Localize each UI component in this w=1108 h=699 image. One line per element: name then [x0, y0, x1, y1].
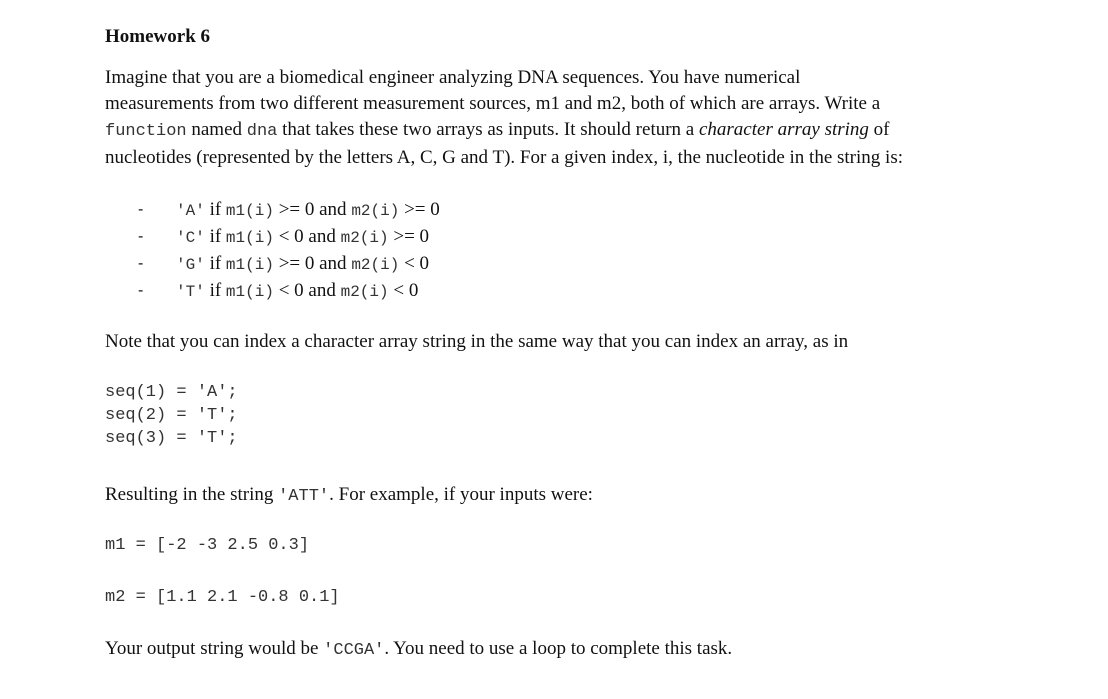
- output-code: 'CCGA': [323, 641, 385, 660]
- code-line: seq(3) = 'T';: [105, 429, 238, 448]
- rule-if: if: [204, 280, 226, 301]
- intro-text-6: nucleotides (represented by the letters A, C, G and T). For a given index, i, the nucleotide in the string is:: [105, 147, 903, 168]
- rule-cond2: < 0: [388, 280, 419, 301]
- intro-text-4: that takes these two arrays as inputs. It should return a: [277, 119, 699, 140]
- list-dash: -: [138, 282, 144, 299]
- code-dna-name: dna: [246, 122, 278, 141]
- rule-m2: m2(i): [351, 256, 400, 274]
- m1-example-code: m1 = [-2 -3 2.5 0.3]: [105, 536, 310, 555]
- intro-line-4: [105, 145, 903, 171]
- rule-cond1: < 0 and: [273, 280, 341, 301]
- rule-if: if: [204, 226, 226, 247]
- output-text-after: . You need to use a loop to complete this task.: [384, 638, 733, 659]
- rule-body: [176, 277, 418, 306]
- intro-line-1: [105, 65, 903, 91]
- list-dash: -: [138, 228, 144, 245]
- intro-text-5: of: [868, 119, 890, 140]
- rule-body: [176, 223, 429, 252]
- resulting-paragraph: [105, 482, 593, 510]
- rule-letter: 'T': [176, 283, 205, 301]
- output-paragraph: [105, 636, 732, 664]
- rule-m2: m2(i): [340, 283, 389, 301]
- rule-m1: m1(i): [225, 283, 274, 301]
- rule-cond2: >= 0: [399, 199, 440, 220]
- rule-cond1: < 0 and: [273, 226, 341, 247]
- rule-m1: m1(i): [225, 202, 274, 220]
- resulting-text-after: . For example, if your inputs were:: [329, 484, 593, 505]
- rule-m1: m1(i): [225, 229, 274, 247]
- rule-cond1: >= 0 and: [273, 253, 352, 274]
- rule-body: [176, 196, 440, 225]
- note-paragraph: Note that you can index a character array string in the same way that you can index an array, as in: [105, 331, 849, 352]
- resulting-text-before: Resulting in the string: [105, 484, 279, 505]
- rule-letter: 'C': [176, 229, 205, 247]
- italic-character-array-string: character array string: [698, 119, 869, 140]
- code-function-keyword: function: [105, 122, 187, 141]
- rule-m2: m2(i): [340, 229, 389, 247]
- rule-letter: 'G': [176, 256, 205, 274]
- code-example-block: [105, 381, 238, 450]
- m2-example-code: m2 = [1.1 2.1 -0.8 0.1]: [105, 588, 340, 607]
- rule-m1: m1(i): [225, 256, 274, 274]
- intro-paragraph: [105, 65, 903, 171]
- intro-text-1: Imagine that you are a biomedical engineer analyzing DNA sequences. You have numerical: [105, 67, 801, 88]
- intro-line-2: [105, 91, 903, 117]
- intro-line-3: [105, 117, 903, 145]
- output-text-before: Your output string would be: [105, 638, 324, 659]
- intro-text-2: measurements from two different measurement sources, m1 and m2, both of which are arrays. Write a: [105, 93, 881, 114]
- rule-cond1: >= 0 and: [273, 199, 352, 220]
- rule-m2: m2(i): [351, 202, 400, 220]
- rule-if: if: [204, 253, 226, 274]
- rule-if: if: [204, 199, 226, 220]
- resulting-code: 'ATT': [278, 487, 330, 506]
- rule-cond2: >= 0: [388, 226, 430, 247]
- list-dash: -: [138, 201, 144, 218]
- rule-letter: 'A': [176, 202, 205, 220]
- code-line: seq(1) = 'A';: [105, 383, 238, 402]
- page-title: Homework 6: [105, 26, 211, 47]
- intro-text-3: named: [186, 119, 247, 140]
- code-line: seq(2) = 'T';: [105, 406, 238, 425]
- rule-cond2: < 0: [399, 253, 430, 274]
- list-dash: -: [138, 255, 144, 272]
- rule-body: [176, 250, 429, 279]
